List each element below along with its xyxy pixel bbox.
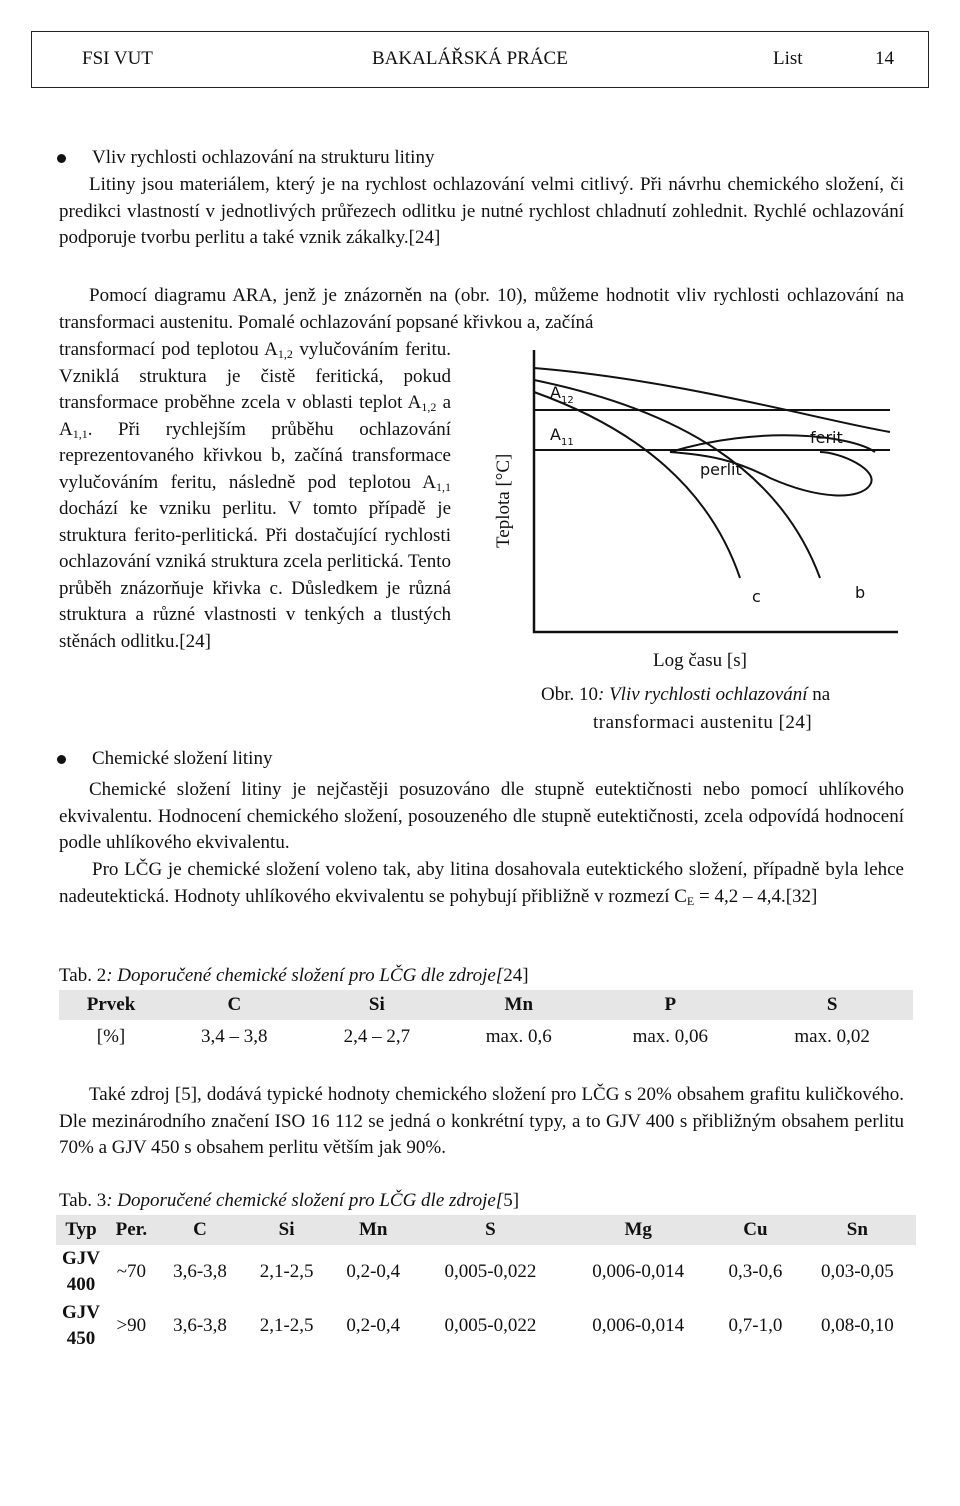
diagram-cooling-curve-c [534, 392, 740, 578]
table2-composition [59, 990, 913, 1054]
table2-caption: Tab. 2: Doporučené chemické složení pro LČG dle zdroje[24] [59, 965, 529, 986]
diagram-label-b: b [855, 583, 866, 602]
table-cell: max. 0,6 [485, 1026, 552, 1047]
section-heading-cooling: Vliv rychlosti ochlazování na strukturu litiny [92, 147, 435, 168]
table-header-row [59, 990, 913, 1020]
bullet-dot [57, 154, 66, 163]
table-header-cell: Prvek [59, 990, 163, 1020]
table-cell: 0,005-0,022 [444, 1261, 537, 1282]
figure-caption-line2: transformaci austenitu [24] [593, 712, 813, 733]
table-header-row [56, 1215, 916, 1245]
table-header-cell: Mn [330, 1215, 417, 1245]
table-cell: GJV 450 [62, 1302, 100, 1349]
header-page-number: 14 [875, 48, 894, 69]
table-header-cell: Sn [799, 1215, 916, 1245]
table-header-cell: C [163, 990, 306, 1020]
diagram-label-c: c [752, 587, 761, 606]
diagram-cooling-curve-a [534, 368, 890, 432]
table-header-cell: Si [243, 1215, 330, 1245]
section-heading-composition: Chemické složení litiny [92, 748, 273, 769]
figure-caption: Obr. 10: Vliv rychlosti ochlazování na [541, 684, 831, 705]
table-cell: [%] [96, 1026, 126, 1047]
table-cell: 0,2-0,4 [346, 1315, 401, 1336]
header-institution: FSI VUT [82, 48, 153, 69]
diagram-label-pearlite: perlit [700, 460, 742, 479]
table-header-cell: Mg [564, 1215, 712, 1245]
bullet-dot [57, 755, 66, 764]
diagram-label-a12: $A_{12}$ [550, 383, 574, 406]
paragraph-lcg-composition: Pro LČG je chemické složení voleno tak, aby litina dosahovala eutektického složení, případně byla lehce nadeutektická. Hodnoty uhlíkového ekvivalentu se pohybují přibližně v rozmezí $C_E = 4,2 - 4,4.[32]$ [59, 859, 904, 908]
table-cell: 3,4 – 3,8 [201, 1026, 268, 1047]
table3-composition [56, 1215, 916, 1353]
header-list-label: List [773, 48, 803, 69]
ara-diagram [520, 340, 910, 650]
table-header-cell: S [417, 1215, 565, 1245]
paragraph-gjv-types: Také zdroj [5], dodává typické hodnoty chemického složení pro LČG s 20% obsahem grafitu kuličkového. Dle mezinárodního značení ISO 16 112 se jedná o konkrétní typy, a to GJV 400 s přibližným obsahem perlitu 70% a GJV 450 s obsahem perlitu větším jak 90%. [59, 1084, 904, 1158]
table-cell: max. 0,02 [794, 1026, 870, 1047]
table-row [56, 1245, 916, 1299]
paragraph-composition: Chemické složení litiny je nejčastěji posuzováno dle stupně eutektičnosti nebo pomocí uhlíkového ekvivalentu. Hodnocení chemického složení, posouzeného dle stupně eutektičnosti, zcela odpovídá hodnocení podle uhlíkového ekvivalentu. [59, 779, 904, 853]
table-cell: 2,1-2,5 [259, 1261, 314, 1282]
table-header-cell: S [751, 990, 913, 1020]
table-cell: 0,08-0,10 [820, 1315, 894, 1336]
table-cell: ~70 [116, 1261, 146, 1282]
table-header-cell: P [589, 990, 751, 1020]
table-cell: 0,006-0,014 [592, 1261, 685, 1282]
table-header-cell: Cu [712, 1215, 799, 1245]
diagram-label-a11: $A_{11}$ [550, 425, 574, 448]
table-cell: GJV 400 [62, 1248, 100, 1295]
diagram-label-ferrite: ferit [810, 428, 843, 447]
table-cell: 0,2-0,4 [346, 1261, 401, 1282]
paragraph-cooling-intro: Litiny jsou materiálem, který je na rychlost ochlazování velmi citlivý. Při návrhu chemického složení, či predikci vlastností v jednotlivých průřezech odlitku je nutné rychlost chladnutí zohlednit. Rychlé ochlazování podporuje tvorbu perlitu a také vznik zákalky.[24] [59, 174, 904, 248]
table-row [56, 1299, 916, 1353]
table-header-cell: Per. [106, 1215, 157, 1245]
table-cell: 0,7-1,0 [728, 1315, 783, 1336]
header-title: BAKALÁŘSKÁ PRÁCE [372, 48, 568, 69]
table-header-cell: C [157, 1215, 244, 1245]
figure-x-axis-label: Log času [s] [653, 650, 747, 671]
figure-y-axis-label: Teplota [°C] [493, 453, 514, 548]
table-cell: 3,6-3,8 [173, 1261, 227, 1282]
table-cell: >90 [116, 1315, 147, 1336]
table-cell: 0,005-0,022 [444, 1315, 537, 1336]
table-cell: 0,03-0,05 [820, 1261, 894, 1282]
page-header [31, 31, 929, 88]
table-cell: 2,4 – 2,7 [343, 1026, 411, 1047]
table-row [59, 1020, 913, 1054]
table3-caption: Tab. 3: Doporučené chemické složení pro LČG dle zdroje[5] [59, 1190, 520, 1211]
table-header-cell: Typ [56, 1215, 106, 1245]
table-cell: 3,6-3,8 [173, 1315, 227, 1336]
table-cell: 2,1-2,5 [259, 1315, 314, 1336]
table-cell: 0,3-0,6 [728, 1261, 783, 1282]
table-cell: 0,006-0,014 [592, 1315, 685, 1336]
table-header-cell: Mn [448, 990, 589, 1020]
paragraph-ara-column: transformací pod teplotou $A_{1,2}$ vylučováním feritu. Vzniklá struktura je čistě feritická, pokud transformace proběhne zcela v oblasti teplot $A_{1,2}$ a $A_{1,1}$. Při rychlejším průběhu ochlazování reprezentovaného křivkou b, začíná transformace vylučováním feritu, následně pod teplotou $A_{1,1}$ dochází ke vzniku perlitu. V tomto případě je struktura ferito-perlitická. Při dostačující rychlosti ochlazování vzniká struktura zcela perlitická. Tento průběh znázorňuje křivka c. Důsledkem je různá struktura a různé vlastnosti v tenkých a tlustých stěnách odlitku.[24] [59, 339, 452, 652]
table-cell: max. 0,06 [632, 1026, 709, 1047]
table-header-cell: Si [306, 990, 449, 1020]
paragraph-ara-intro: Pomocí diagramu ARA, jenž je znázorněn na (obr. 10), můžeme hodnotit vliv rychlosti ochlazování na transformaci austenitu. Pomalé ochlazování popsané křivkou a, začíná [59, 285, 904, 333]
